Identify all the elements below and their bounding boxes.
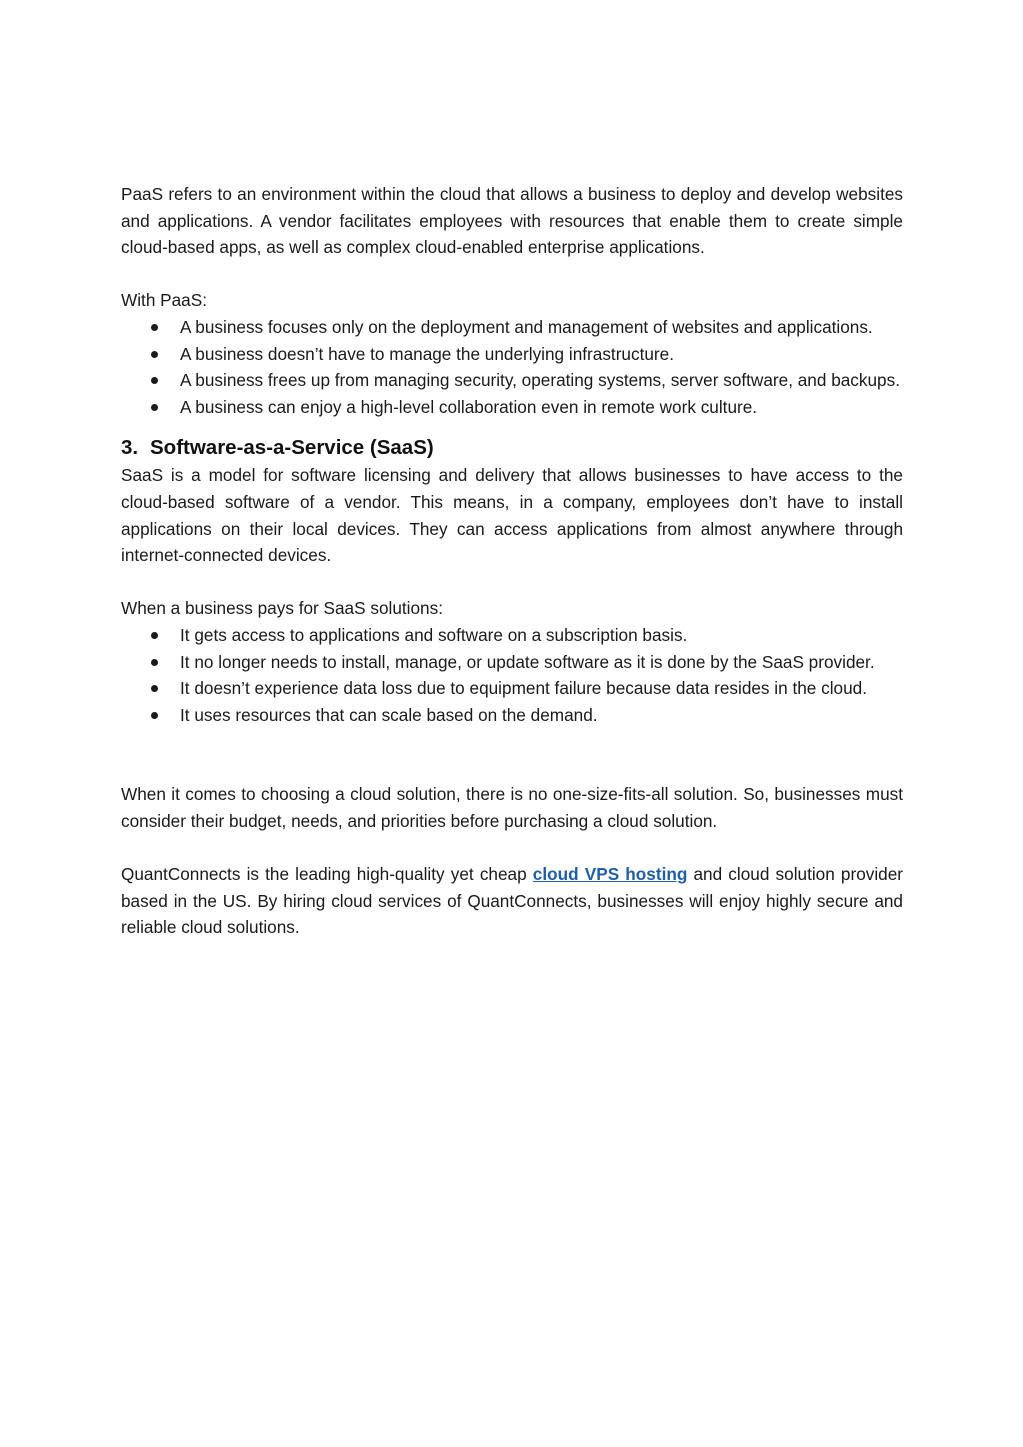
list-item-text: It no longer needs to install, manage, or update software as it is done by the SaaS provider. bbox=[180, 651, 875, 672]
bullet-icon bbox=[151, 659, 158, 666]
list-item bbox=[121, 314, 903, 341]
bullet-icon bbox=[151, 632, 158, 639]
list-item-text: It gets access to applications and software on a subscription basis. bbox=[180, 624, 688, 645]
list-item bbox=[121, 622, 903, 649]
spacer bbox=[121, 261, 903, 288]
saas-intro-paragraph: SaaS is a model for software licensing and delivery that allows businesses to have access to the cloud-based software of a vendor. This means, in a company, employees don’t have to install applications on their local devices. They can access applications from almost anywhere through internet-connected devices. bbox=[121, 465, 903, 566]
list-item-text: A business focuses only on the deployment and management of websites and applications. bbox=[180, 316, 873, 337]
saas-list-label: When a business pays for SaaS solutions: bbox=[121, 598, 443, 619]
bullet-icon bbox=[151, 712, 158, 719]
list-item bbox=[121, 367, 903, 394]
bullet-icon bbox=[151, 404, 158, 411]
section-title: Software-as-a-Service (SaaS) bbox=[150, 436, 434, 460]
list-item bbox=[121, 394, 903, 421]
saas-section-heading bbox=[121, 434, 903, 462]
document-page bbox=[121, 181, 903, 941]
paas-list-label: With PaaS: bbox=[121, 290, 207, 311]
cloud-vps-hosting-link[interactable]: cloud VPS hosting bbox=[532, 864, 688, 885]
conclusion-paragraph: When it comes to choosing a cloud solution, there is no one-size-fits-all solution. So, businesses must consider their budget, needs, and priorities before purchasing a cloud solution. bbox=[121, 784, 903, 831]
bullet-icon bbox=[151, 377, 158, 384]
list-item-text: A business frees up from managing security, operating systems, server software, and backups. bbox=[180, 370, 900, 391]
list-item-text: A business doesn’t have to manage the underlying infrastructure. bbox=[180, 343, 674, 364]
paas-bullet-list bbox=[121, 314, 903, 420]
bullet-icon bbox=[151, 351, 158, 358]
promo-paragraph bbox=[121, 861, 903, 941]
list-item bbox=[121, 649, 903, 676]
list-item-text: It doesn’t experience data loss due to equipment failure because data resides in the cloud. bbox=[180, 678, 867, 699]
list-item bbox=[121, 702, 903, 729]
promo-text-after: and cloud solution provider based in the US. By hiring cloud services of QuantConnects, businesses will enjoy highly secure and reliable cloud solutions. bbox=[121, 864, 904, 938]
promo-text-before: QuantConnects is the leading high-quality yet cheap bbox=[121, 864, 533, 885]
list-item bbox=[121, 341, 903, 368]
list-item-text: It uses resources that can scale based on the demand. bbox=[180, 704, 598, 725]
bullet-icon bbox=[151, 685, 158, 692]
saas-bullet-list bbox=[121, 622, 903, 728]
paas-intro-paragraph: PaaS refers to an environment within the cloud that allows a business to deploy and develop websites and applications. A vendor facilitates employees with resources that enable them to create simple cloud-based apps, as well as complex cloud-enabled enterprise applications. bbox=[121, 184, 903, 258]
list-item bbox=[121, 675, 903, 702]
spacer bbox=[121, 728, 903, 781]
section-number: 3. bbox=[121, 436, 139, 460]
spacer bbox=[121, 834, 903, 861]
bullet-icon bbox=[151, 324, 158, 331]
list-item-text: A business can enjoy a high-level collaboration even in remote work culture. bbox=[180, 396, 758, 417]
spacer bbox=[121, 569, 903, 596]
